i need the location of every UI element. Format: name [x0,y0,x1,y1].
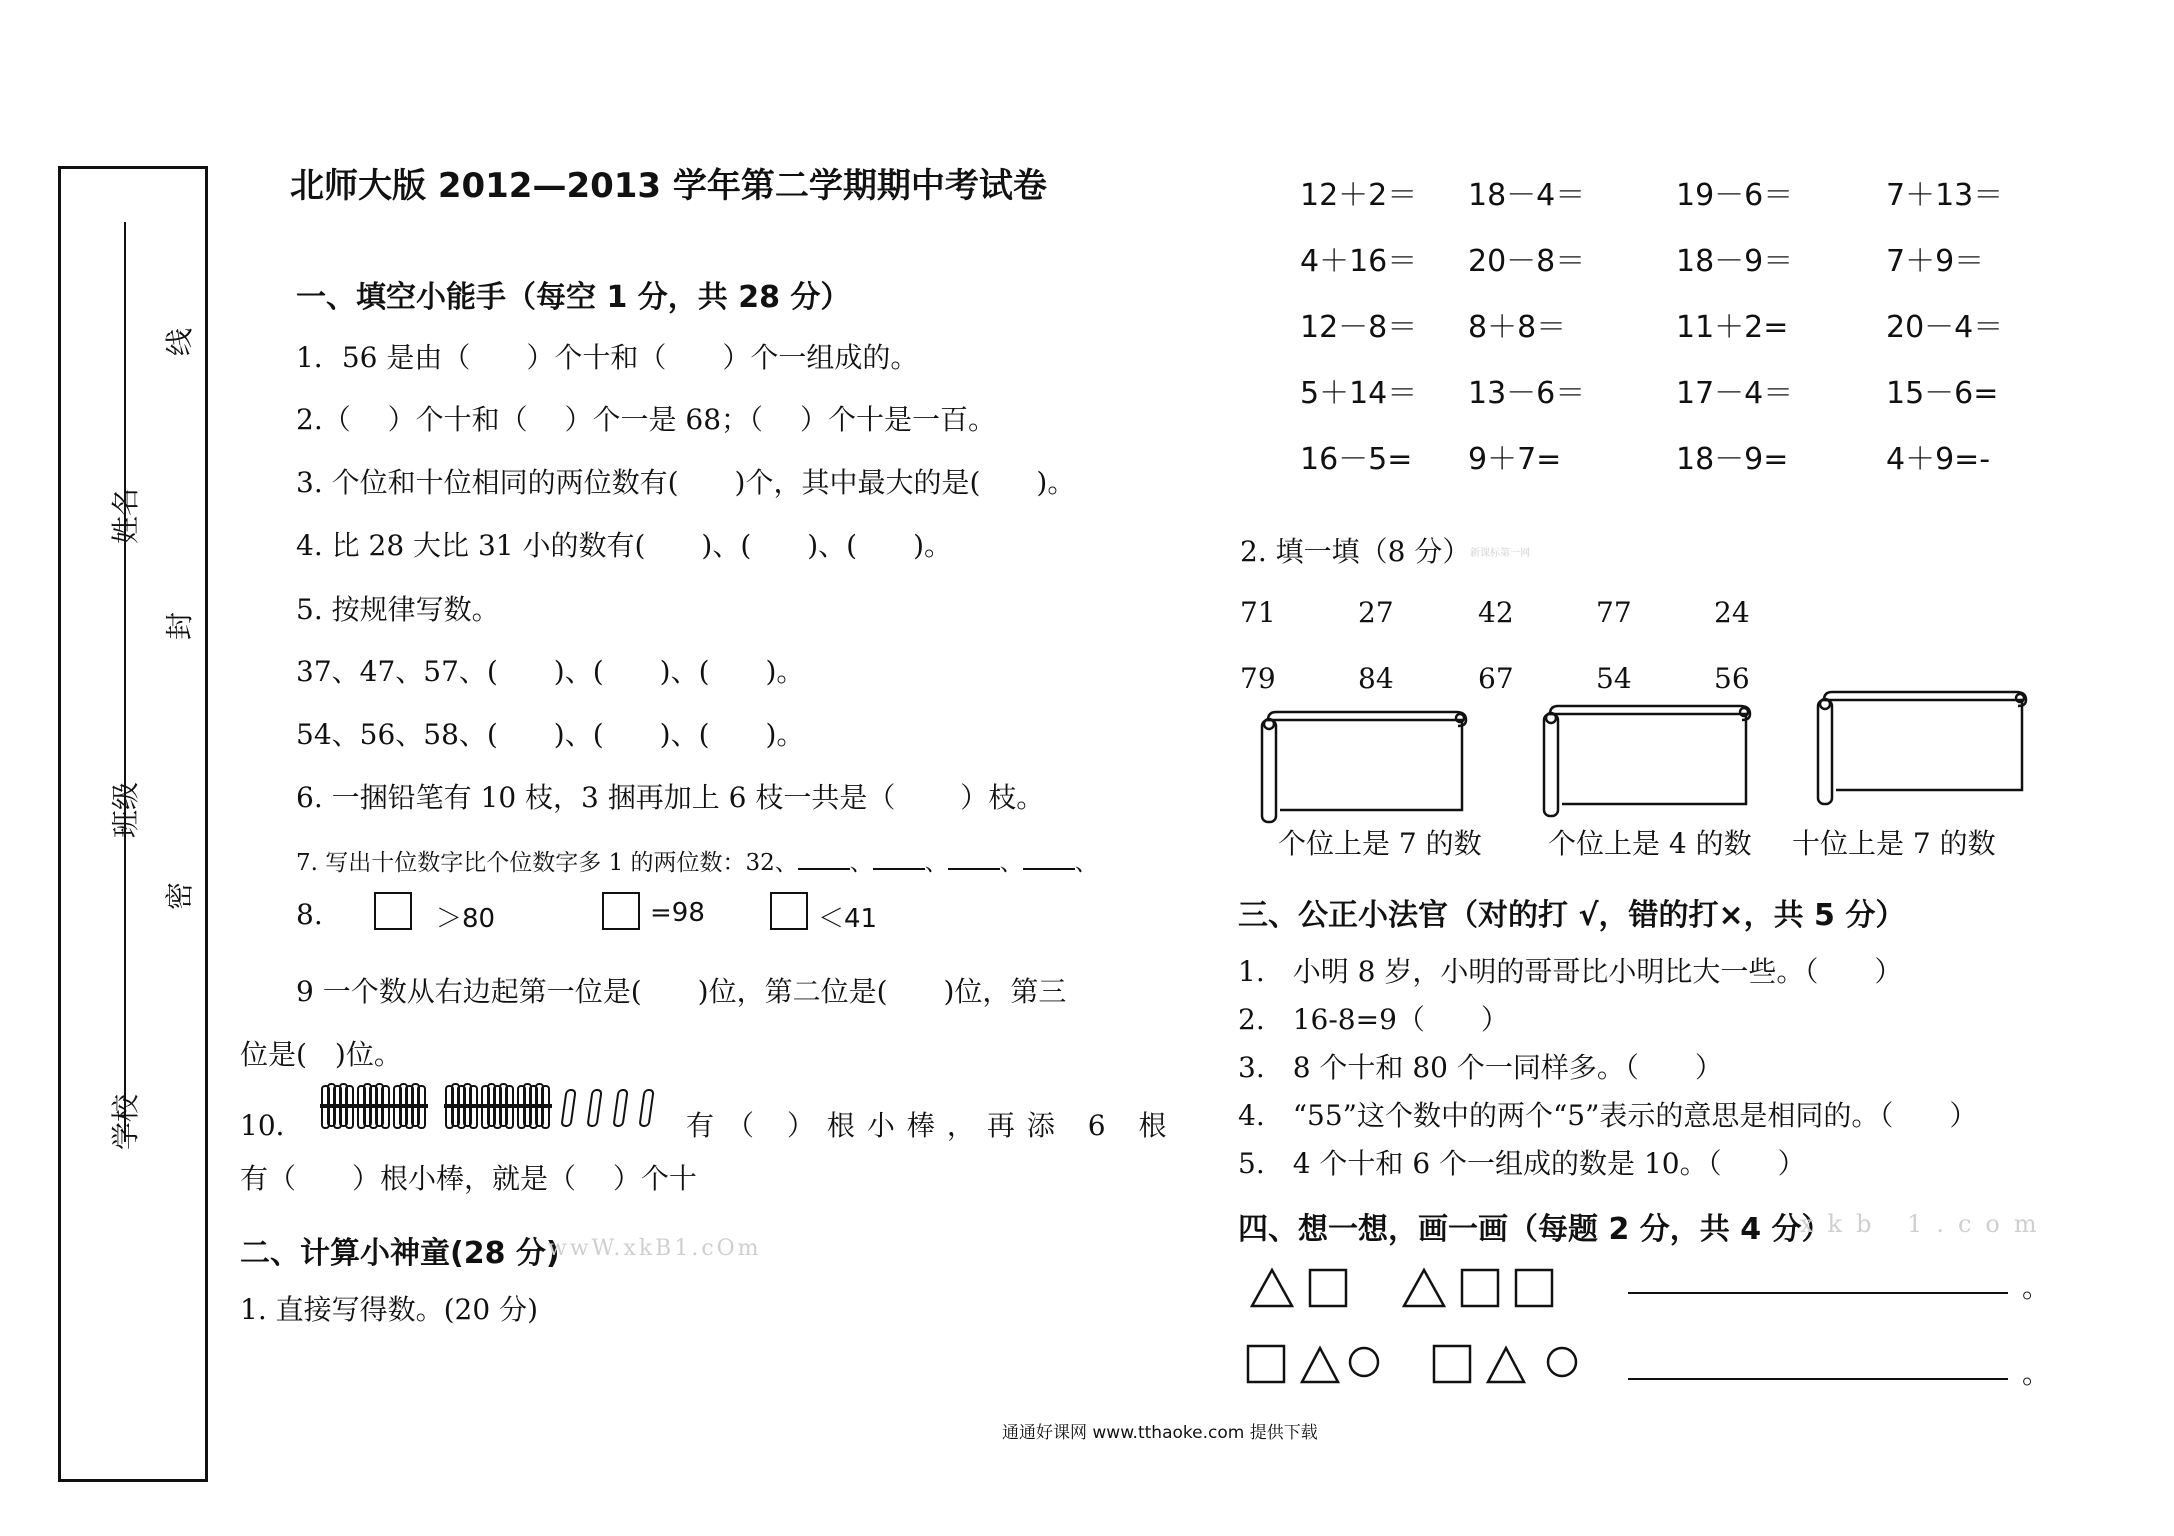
answer-box[interactable] [770,892,808,930]
scroll-label: 十位上是 7 的数 [1792,827,1996,860]
triangle-icon [1404,1270,1444,1306]
fill-number: 24 [1714,596,1750,629]
section1-heading: 一、填空小能手（每空 1 分，共 28 分） [296,280,851,315]
triangle-icon [1302,1348,1338,1382]
single-sticks-icon [562,1090,654,1126]
answer-box[interactable] [602,892,640,930]
calc-r1-c2: 18－4＝ [1468,178,1586,213]
stick-bundle-icon [516,1084,552,1128]
judge-item: 3. 8 个十和 80 个一同样多。（ ） [1238,1051,1723,1084]
question-8-a: ＞80 [436,904,496,934]
judge-item: 2. 16-8=9（ ） [1238,1003,1509,1036]
calc-r2-c3: 18－9＝ [1676,244,1794,279]
question-8-b: =98 [650,898,705,928]
question-9: 9 一个数从右边起第一位是( )位，第二位是( )位，第三 [296,975,1067,1008]
calc-r2-c2: 20－8＝ [1468,244,1586,279]
binding-school-label: 学校 [109,1093,143,1151]
question-7: 7. 写出十位数字比个位数字多 1 的两位数：32、 、 、 、 、 [296,850,1098,876]
binding-column-line [124,222,126,1142]
question-5b: 54、56、58、( )、( )、( )。 [296,718,805,751]
stick-bundles-icon [318,1080,678,1136]
square-icon [1434,1346,1470,1382]
answer-blank[interactable] [1023,848,1075,870]
question-3: 3. 个位和十位相同的两位数有( )个，其中最大的是( )。 [296,466,1076,499]
end-mark: 。 [2022,1271,2051,1304]
section2-sub2: 2. 填一填（8 分） [1240,535,1471,568]
calc-r2-c4: 7＋9＝ [1886,244,1985,279]
calc-r4-c3: 17－4＝ [1676,376,1794,411]
fill-number: 67 [1478,662,1514,695]
question-9b: 位是( )位。 [240,1038,402,1071]
stick-bundle-icon [320,1084,356,1128]
calc-r3-c3: 11＋2= [1676,310,1789,345]
calc-r4-c2: 13－6＝ [1468,376,1586,411]
binding-name-label: 姓名 [109,487,143,545]
scroll-box-icon[interactable] [1254,706,1474,826]
scroll-label: 个位上是 4 的数 [1548,827,1752,860]
judge-item: 1. 小明 8 岁，小明的哥哥比小明比大一些。（ ） [1238,955,1903,988]
watermark: wwW.xkB1.cOm [548,1236,762,1261]
fill-number: 84 [1358,662,1394,695]
question-1: 1．56 是由（ ）个十和（ ）个一组成的。 [296,341,919,374]
answer-line[interactable] [1628,1378,2008,1380]
stick-bundle-icon [356,1084,392,1128]
question-8-label: 8. [296,898,323,931]
answer-box[interactable] [374,892,412,930]
scroll-box-icon[interactable] [1810,684,2034,808]
fill-number: 71 [1240,596,1276,629]
answer-blank[interactable] [873,848,925,870]
answer-blank[interactable] [798,848,850,870]
calc-r1-c4: 7＋13＝ [1886,178,2004,213]
calc-r1-c1: 12＋2＝ [1300,178,1418,213]
binding-line-label: 线 [163,327,197,357]
binding-secret-label: 密 [163,881,197,911]
square-icon [1516,1270,1552,1306]
shape-pattern-2 [1244,1338,1604,1388]
footer-text: 通通好课网 www.tthaoke.com 提供下载 [1002,1423,1318,1443]
scroll-box-icon[interactable] [1536,700,1758,820]
section2-sub2-mark: 新课标第一网 [1470,548,1530,559]
section2-sub1: 1. 直接写得数。(20 分) [240,1293,538,1326]
question-7-text: 7. 写出十位数字比个位数字多 1 的两位数：32、 [296,850,798,876]
fill-number: 77 [1596,596,1632,629]
section4-heading: 四、想一想，画一画（每题 2 分，共 4 分） [1238,1212,1832,1247]
scroll-label: 个位上是 7 的数 [1278,827,1482,860]
judge-item: 4. “55”这个数中的两个“5”表示的意思是相同的。（ ） [1238,1099,1978,1132]
answer-line[interactable] [1628,1292,2008,1294]
calc-r3-c1: 12－8＝ [1300,310,1418,345]
square-icon [1248,1346,1284,1382]
fill-number: 56 [1714,662,1750,695]
circle-icon [1350,1348,1378,1376]
calc-r3-c2: 8＋8＝ [1468,310,1567,345]
section3-heading: 三、公正小法官（对的打 √，错的打×，共 5 分） [1238,898,1906,933]
binding-class-label: 班级 [109,781,143,839]
stick-bundle-icon [480,1084,516,1128]
square-icon [1462,1270,1498,1306]
calc-r2-c1: 4＋16＝ [1300,244,1418,279]
question-10-text: 有（ ）根小棒，再添 6 根 [686,1109,1179,1142]
question-8-c: ＜41 [818,904,878,934]
square-icon [1310,1270,1346,1306]
question-10b: 有（ ）根小棒，就是（ ）个十 [240,1162,697,1195]
end-mark: 。 [2022,1357,2051,1390]
calc-r5-c3: 18－9= [1676,442,1789,477]
fill-number: 27 [1358,596,1394,629]
calc-r5-c1: 16－5= [1300,442,1413,477]
calc-r4-c4: 15－6= [1886,376,1999,411]
triangle-icon [1488,1348,1524,1382]
calc-r1-c3: 19－6＝ [1676,178,1794,213]
shape-pattern-1 [1248,1262,1608,1312]
question-4: 4. 比 28 大比 31 小的数有( )、( )、( )。 [296,529,953,562]
calc-r4-c1: 5＋14＝ [1300,376,1418,411]
fill-number: 42 [1478,596,1514,629]
stick-bundle-icon [444,1084,480,1128]
section2-heading: 二、计算小神童(28 分) [240,1236,560,1271]
circle-icon [1548,1348,1576,1376]
question-5: 5. 按规律写数。 [296,593,500,626]
question-5a: 37、47、57、( )、( )、( )。 [296,655,805,688]
question-10-label: 10． [240,1109,304,1142]
calc-r5-c2: 9＋7= [1468,442,1562,477]
question-2: 2.（ ）个十和（ ）个一是 68；（ ）个十是一百。 [296,403,996,436]
page-title: 北师大版 2012—2013 学年第二学期期中考试卷 [290,166,1047,206]
answer-blank[interactable] [948,848,1000,870]
watermark: xkb 1.com [1800,1210,2051,1238]
triangle-icon [1252,1270,1292,1306]
judge-item: 5. 4 个十和 6 个一组成的数是 10。（ ） [1238,1147,1806,1180]
binding-seal-label: 封 [163,611,197,641]
calc-r3-c4: 20－4＝ [1886,310,2004,345]
stick-bundle-icon [392,1084,428,1128]
calc-r5-c4: 4＋9=- [1886,442,1991,477]
fill-number: 79 [1240,662,1276,695]
fill-number: 54 [1596,662,1632,695]
question-6: 6. 一捆铅笔有 10 枝，3 捆再加上 6 枝一共是（ ）枝。 [296,781,1045,814]
